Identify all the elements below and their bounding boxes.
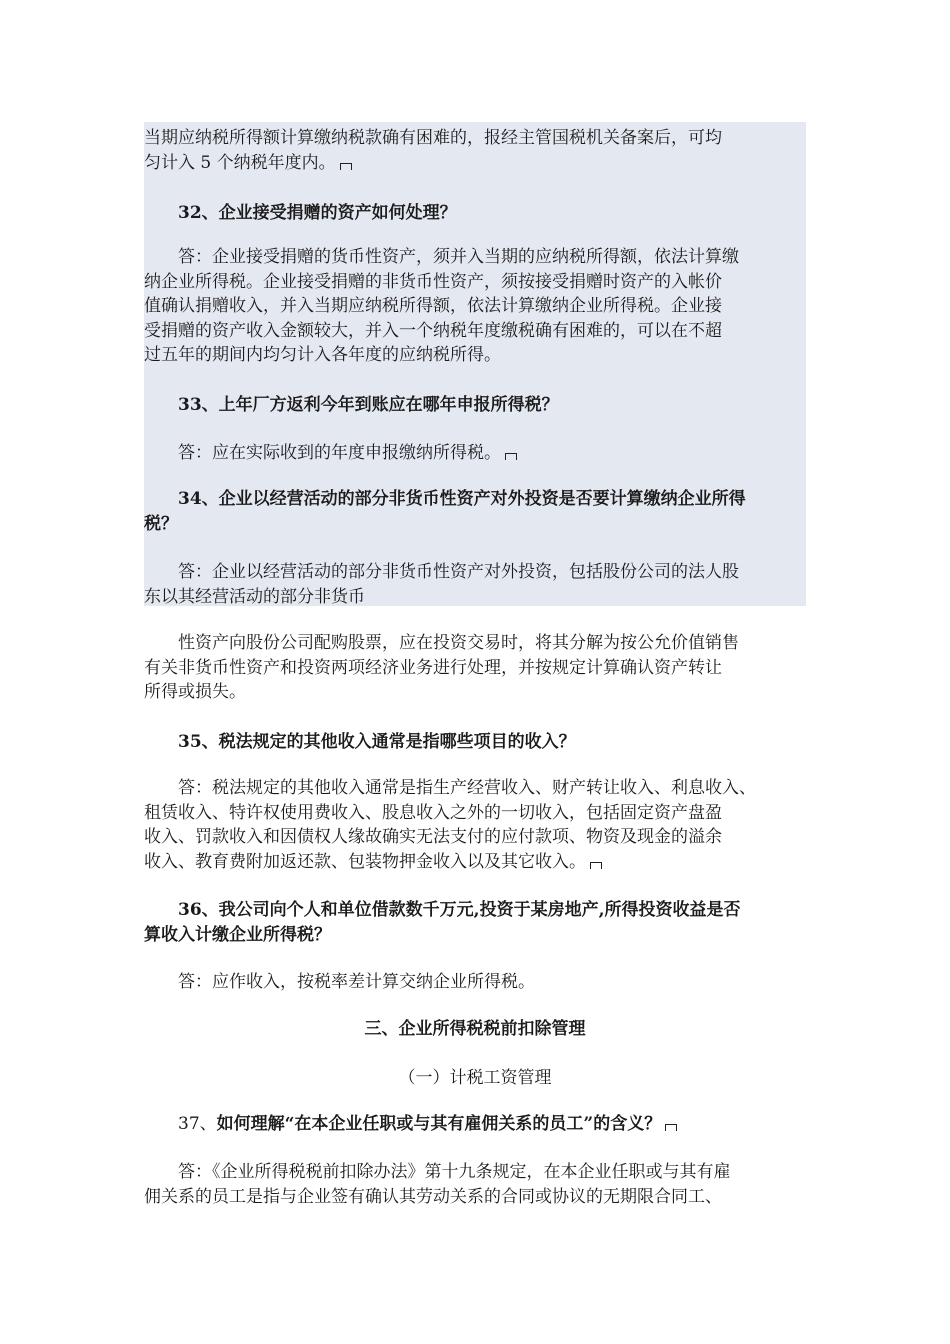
section-heading: 三、企业所得税税前扣除管理 bbox=[364, 1019, 586, 1039]
question-number: 37、 bbox=[178, 1114, 217, 1134]
paragraph-mark-icon bbox=[340, 163, 352, 170]
text-line: 收入、教育费附加返还款、包装物押金收入以及其它收入。 bbox=[144, 851, 586, 872]
text-line: 算收入计缴企业所得税？ bbox=[144, 924, 331, 945]
question-32: 32、企业接受捐赠的资产如何处理？ bbox=[178, 203, 457, 223]
text-line: 答：《企业所得税税前扣除办法》第十九条规定，在本企业任职或与其有雇 bbox=[178, 1162, 731, 1182]
text-line: 答：应在实际收到的年度申报缴纳所得税。 bbox=[178, 443, 501, 463]
text-line: 纳企业所得税。企业接受捐赠的非货币性资产，须按接受捐赠时资产的入帐价 bbox=[144, 271, 722, 292]
question-37 bbox=[144, 1112, 806, 1137]
subsection-heading: （一）计税工资管理 bbox=[398, 1068, 552, 1088]
text-line: 答：企业接受捐赠的货币性资产，须并入当期的应纳税所得额，依法计算缴 bbox=[178, 247, 739, 267]
text-line: 当期应纳税所得额计算缴纳税款确有困难的，报经主管国税机关备案后，可均 bbox=[144, 128, 722, 148]
text-line: 匀计入 5 个纳税年度内。 bbox=[144, 152, 336, 173]
question-35: 35、税法规定的其他收入通常是指哪些项目的收入？ bbox=[178, 732, 576, 752]
text-line: 值确认捐赠收入，并入当期应纳税所得额，依法计算缴纳企业所得税。企业接 bbox=[144, 296, 722, 316]
paragraph-mark-icon bbox=[665, 1124, 677, 1131]
paragraph-mark-icon bbox=[590, 862, 602, 869]
question-33: 33、上年厂方返利今年到账应在哪年申报所得税？ bbox=[178, 395, 559, 415]
text-line: 答：税法规定的其他收入通常是指生产经营收入、财产转让收入、利息收入、 bbox=[178, 778, 756, 798]
answer-32 bbox=[144, 245, 806, 368]
answer-35 bbox=[144, 776, 806, 874]
text-line: 收入、罚款收入和因债权人缘故确实无法支付的应付款项、物资及现金的溢余 bbox=[144, 827, 722, 847]
text-line: 所得或损失。 bbox=[144, 682, 246, 702]
question-34 bbox=[144, 487, 806, 536]
answer-33 bbox=[144, 441, 806, 466]
text-line: 性资产向股份公司配购股票，应在投资交易时，将其分解为按公允价值销售 bbox=[178, 633, 739, 653]
text-line: 过五年的期间内均匀计入各年度的应纳税所得。 bbox=[144, 345, 501, 365]
paragraph-continuation bbox=[144, 126, 806, 175]
text-line: 租赁收入、特许权使用费收入、股息收入之外的一切收入，包括固定资产盘盈 bbox=[144, 802, 722, 823]
text-line: 有关非货币性资产和投资两项经济业务进行处理，并按规定计算确认资产转让 bbox=[144, 657, 722, 678]
text-line: 34、企业以经营活动的部分非货币性资产对外投资是否要计算缴纳企业所得 bbox=[178, 489, 746, 509]
text-line: 受捐赠的资产收入金额较大，并入一个纳税年度缴税确有困难的，可以在不超 bbox=[144, 320, 722, 341]
question-text: 如何理解“在本企业任职或与其有雇佣关系的员工”的含义？ bbox=[216, 1114, 662, 1134]
text-line: 佣关系的员工是指与企业签有确认其劳动关系的合同或协议的无期限合同工、 bbox=[144, 1186, 722, 1207]
text-line: 税？ bbox=[144, 513, 178, 534]
answer-34 bbox=[144, 560, 806, 609]
text-line: 36、我公司向个人和单位借款数千万元,投资于某房地产,所得投资收益是否 bbox=[178, 900, 741, 920]
paragraph-mark-icon bbox=[505, 453, 517, 460]
answer-36: 答：应作收入，按税率差计算交纳企业所得税。 bbox=[178, 972, 535, 992]
answer-34-continuation bbox=[144, 631, 806, 705]
text-line: 答：企业以经营活动的部分非货币性资产对外投资，包括股份公司的法人股 bbox=[178, 562, 739, 582]
question-36 bbox=[144, 898, 806, 947]
answer-37 bbox=[144, 1160, 806, 1209]
text-line: 东以其经营活动的部分非货币 bbox=[144, 586, 365, 607]
